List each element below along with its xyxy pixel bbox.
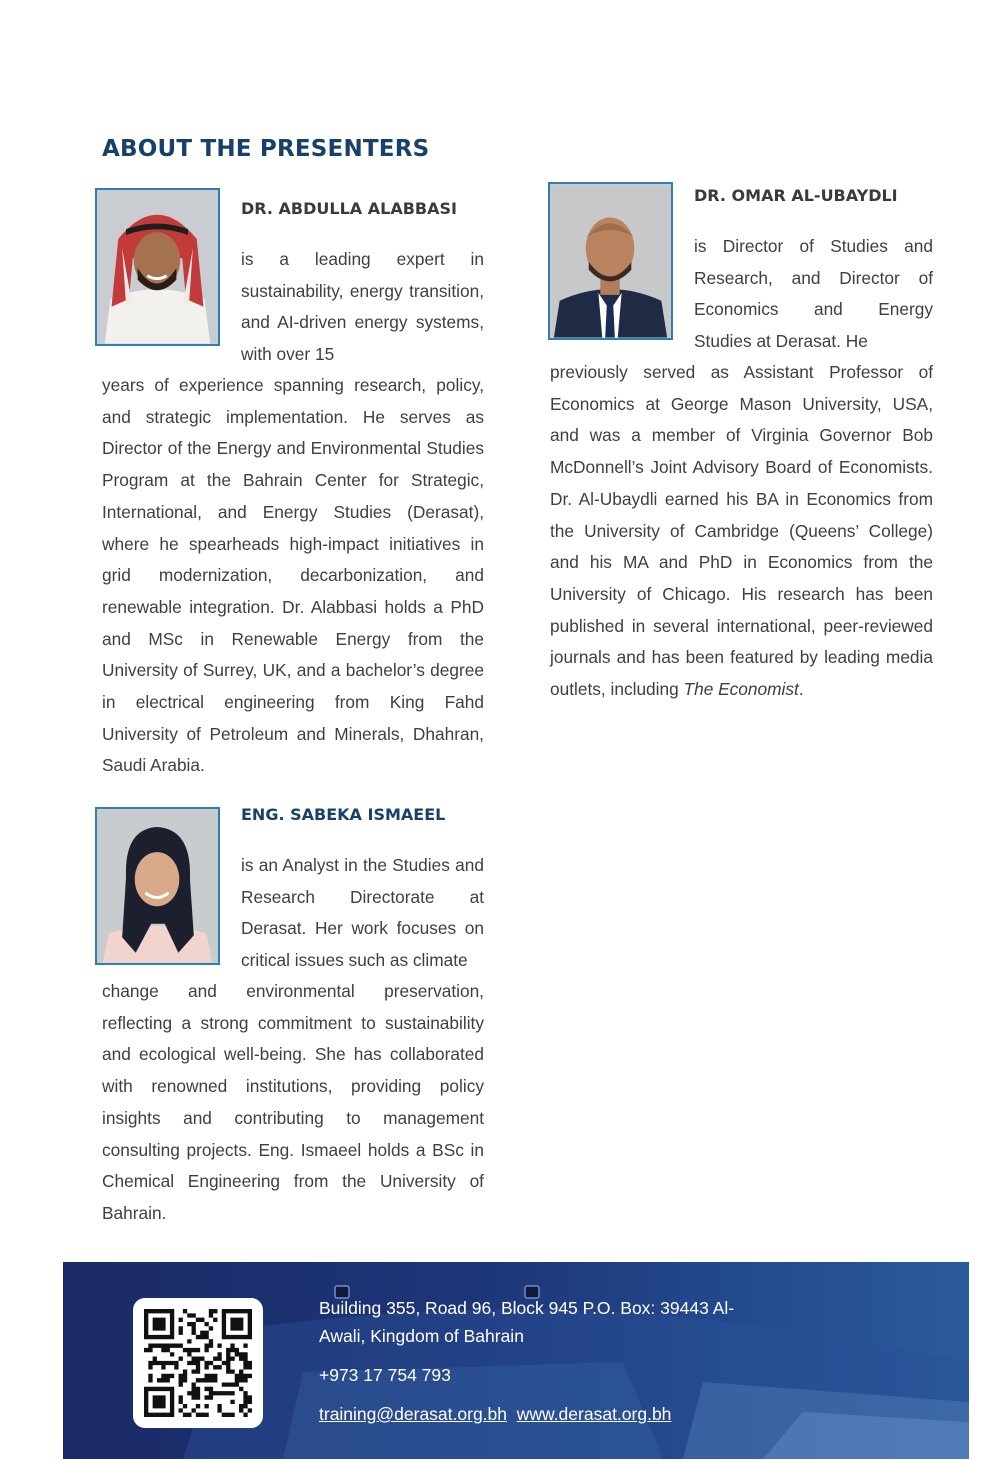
presenter-name: ENG. SABEKA ISMAEEL <box>241 805 446 824</box>
bio-end: . <box>798 679 804 700</box>
portrait-man-suit-image <box>550 184 671 338</box>
section-title: ABOUT THE PRESENTERS <box>102 136 430 162</box>
qr-code-icon <box>144 1309 252 1417</box>
presenter-photo-alabbasi <box>95 188 220 346</box>
publication-title: The Economist <box>683 679 799 700</box>
footer-contact <box>319 1400 671 1428</box>
presenter-bio-wrapped: is a leading expert in sustainability, energy transition, and AI-driven energy systems, with over 15 <box>241 249 484 365</box>
presenter-name: DR. ABDULLA ALABBASI <box>241 199 457 218</box>
footer-phone: +973 17 754 793 <box>319 1365 451 1385</box>
presenter-bio-text: previously served as Assistant Professor of Economics at George Mason University, USA, and was a member of Virginia Governor Bob McDonnell’s Joint Advisory Board of Economists. Dr. Al-Ubaydli earned his BA in Economics from the University of Cambridge (Queens’ College) and his MA and PhD in Economics from the University of Chicago. His research has been published in several international, peer-reviewed journals and has been featured by leading media outlets, including <box>550 362 933 700</box>
presenter-bio <box>550 357 933 706</box>
presenter-photo-ismaeel <box>95 807 220 965</box>
footer-banner <box>63 1262 969 1459</box>
footer-email-link[interactable]: training@derasat.org.bh <box>319 1404 508 1424</box>
qr-code[interactable] <box>133 1298 263 1428</box>
presenter-photo-alubaydli <box>548 182 673 340</box>
presenter-bio-wrapped: is Director of Studies and Research, and Director of Economics and Energy Studies at Derasat. He <box>694 236 933 352</box>
portrait-woman-hijab-image <box>97 809 218 963</box>
presenter-bio-wrapped: is an Analyst in the Studies and Research Directorate at Derasat. Her work focuses on critical issues such as climate <box>241 855 484 971</box>
presenter-name: DR. OMAR AL-UBAYDLI <box>694 186 898 205</box>
presenter-bio: change and environmental preservation, reflecting a strong commitment to sustainability and ecological well-being. She has collaborated with renowned institutions, providing policy insights and contributing to management consulting projects. Eng. Ismaeel holds a BSc in Chemical Engineering from the University of Bahrain. <box>102 981 484 1223</box>
footer-website-link[interactable]: www.derasat.org.bh <box>516 1404 672 1424</box>
portrait-man-ghutra-image <box>97 190 218 344</box>
footer-address: Building 355, Road 96, Block 945 P.O. Box: 39443 Al-Awali, Kingdom of Bahrain <box>319 1298 735 1346</box>
presenter-bio: years of experience spanning research, policy, and strategic implementation. He serves as Director of the Energy and Environmental Studies Program at the Bahrain Center for Strategic, International, and Energy Studies (Derasat), where he spearheads high-impact initiatives in grid modernization, decarbonization, and renewable integration. Dr. Alabbasi holds a PhD and MSc in Renewable Energy from the University of Surrey, UK, and a bachelor’s degree in electrical engineering from King Fahd University of Petroleum and Minerals, Dhahran, Saudi Arabia. <box>102 375 484 776</box>
